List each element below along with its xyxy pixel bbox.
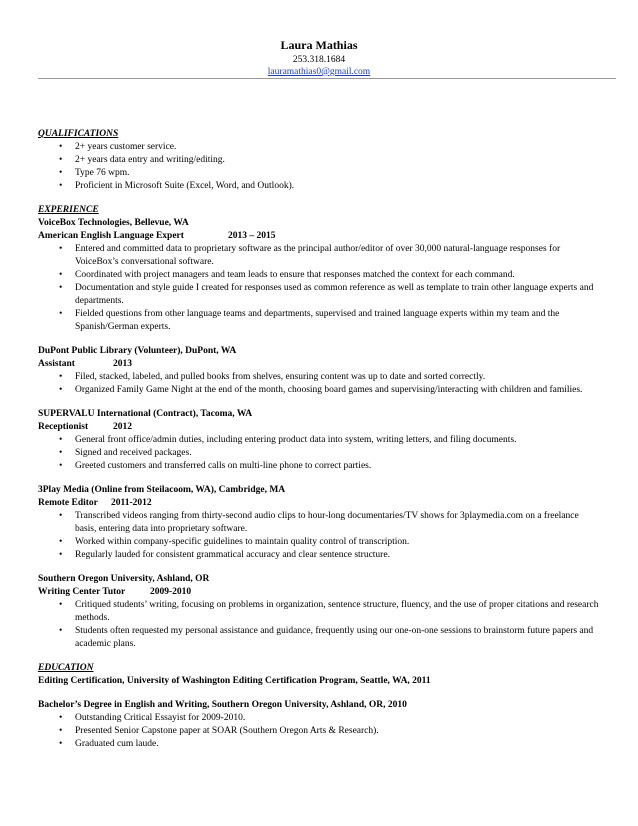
- job-bullets: [38, 371, 600, 397]
- bullet-icon: •: [59, 270, 63, 280]
- job-employer: VoiceBox Technologies, Bellevue, WA: [38, 218, 189, 228]
- list-item: • Organized Family Game Night at the end of the month, choosing board games and supervising/interacting with children and families.: [59, 385, 583, 395]
- job-dates: 2011-2012: [111, 498, 152, 508]
- job-dates: 2012: [113, 422, 132, 432]
- job-dates: 2013: [113, 359, 132, 369]
- job-role: Writing Center Tutor: [38, 587, 126, 597]
- list-item: • Transcribed videos ranging from thirty-second audio clips to hour-long documentaries/TV shows for 3playmedia.com on a freelance basis, entering data into proprietary software.: [59, 511, 579, 534]
- bullet-icon: •: [59, 626, 63, 636]
- job-title-line: [38, 586, 600, 599]
- job-employer: Southern Oregon University, Ashland, OR: [38, 574, 210, 584]
- list-item: • Students often requested my personal assistance and guidance, frequently using our one-on-one sessions to brainstorm future papers and academic plans.: [59, 626, 594, 649]
- list-item: • Regularly lauded for consistent grammatical accuracy and clear sentence structure.: [59, 550, 390, 560]
- list-item: • Outstanding Critical Essayist for 2009-2010.: [59, 713, 246, 723]
- bullet-icon: •: [59, 600, 63, 610]
- bullet-icon: •: [59, 448, 63, 458]
- job-role: Receptionist: [38, 422, 89, 432]
- job-title-line: [38, 421, 600, 434]
- job-employer: SUPERVALU International (Contract), Tacoma, WA: [38, 409, 253, 419]
- resume-body: [38, 128, 600, 751]
- job-employer: 3Play Media (Online from Steilacoom, WA), Cambridge, MA: [38, 485, 286, 495]
- job-title-line: [38, 358, 600, 371]
- list-item: • Fielded questions from other language teams and departments, supervised and trained language experts within my team and the Spanish/German experts.: [59, 309, 560, 332]
- qualifications-list: [38, 141, 600, 193]
- bullet-icon: •: [59, 155, 63, 165]
- bullet-icon: •: [59, 181, 63, 191]
- job-role: Remote Editor: [38, 498, 98, 508]
- job-bullets: [38, 243, 600, 334]
- list-item: • Critiqued students’ writing, focusing on problems in organization, sentence structure, fluency, and the use of proper citations and research methods.: [59, 600, 599, 623]
- job-role: American English Language Expert: [38, 231, 184, 241]
- bullet-icon: •: [59, 550, 63, 560]
- bullet-icon: •: [59, 739, 63, 749]
- bullet-icon: •: [59, 309, 63, 319]
- job-dates: 2013 – 2015: [228, 231, 276, 241]
- list-item: • General front office/admin duties, including entering product data into system, writing letters, and filing documents.: [59, 435, 517, 445]
- list-item: • Entered and committed data to proprietary software as the principal author/editor of over 30,000 natural-language responses for VoiceBox’s conversational software.: [59, 244, 561, 267]
- experience-heading: EXPERIENCE: [38, 205, 99, 215]
- bullet-icon: •: [59, 142, 63, 152]
- list-item: • Filed, stacked, labeled, and pulled books from shelves, ensuring content was up to date and sorted correctly.: [59, 372, 486, 382]
- list-item: • Coordinated with project managers and team leads to ensure that responses matched the context for each command.: [59, 270, 515, 280]
- list-item: • Proficient in Microsoft Suite (Excel, Word, and Outlook).: [59, 181, 295, 191]
- bullet-icon: •: [59, 511, 63, 521]
- list-item: • Greeted customers and transferred calls on multi-line phone to correct parties.: [59, 461, 372, 471]
- bullet-icon: •: [59, 283, 63, 293]
- job-employer: DuPont Public Library (Volunteer), DuPont, WA: [38, 346, 237, 356]
- bullet-icon: •: [59, 726, 63, 736]
- phone-number: 253.318.1684: [292, 55, 346, 65]
- list-item: • 2+ years data entry and writing/editing.: [59, 155, 225, 165]
- list-item: • 2+ years customer service.: [59, 142, 177, 152]
- list-item: • Signed and received packages.: [59, 448, 192, 458]
- job-dates: 2009-2010: [150, 587, 192, 597]
- job-title-line: [38, 497, 600, 510]
- education-heading: EDUCATION: [38, 663, 94, 673]
- certification-line: Editing Certification, University of Washington Editing Certification Program, Seattle, WA, 2011: [38, 676, 431, 686]
- list-item: • Type 76 wpm.: [59, 168, 130, 178]
- list-item: • Graduated cum laude.: [59, 739, 159, 749]
- bullet-icon: •: [59, 713, 63, 723]
- job-bullets: [38, 434, 600, 473]
- resume-name: Laura Mathias: [280, 38, 358, 52]
- header-divider: [38, 78, 616, 79]
- bullet-icon: •: [59, 244, 63, 254]
- degree-line: Bachelor’s Degree in English and Writing, Southern Oregon University, Ashland, OR, 2010: [38, 700, 407, 710]
- job-title-line: [38, 230, 600, 243]
- list-item: • Worked within company-specific guidelines to maintain quality control of transcription.: [59, 537, 410, 547]
- bullet-icon: •: [59, 385, 63, 395]
- email-link[interactable]: lauramathias0@gmail.com: [267, 67, 371, 77]
- bullet-icon: •: [59, 168, 63, 178]
- list-item: • Presented Senior Capstone paper at SOAR (Southern Oregon Arts & Research).: [59, 726, 379, 736]
- qualifications-heading: QUALIFICATIONS: [38, 129, 119, 139]
- list-item: • Documentation and style guide I created for responses used as common reference as well as template to train other language experts and departments.: [59, 283, 594, 306]
- job-role: Assistant: [38, 359, 75, 369]
- bullet-icon: •: [59, 435, 63, 445]
- bullet-icon: •: [59, 461, 63, 471]
- job-bullets: [38, 599, 600, 651]
- bullet-icon: •: [59, 537, 63, 547]
- job-bullets: [38, 510, 600, 562]
- bullet-icon: •: [59, 372, 63, 382]
- education-bullets: [38, 712, 600, 751]
